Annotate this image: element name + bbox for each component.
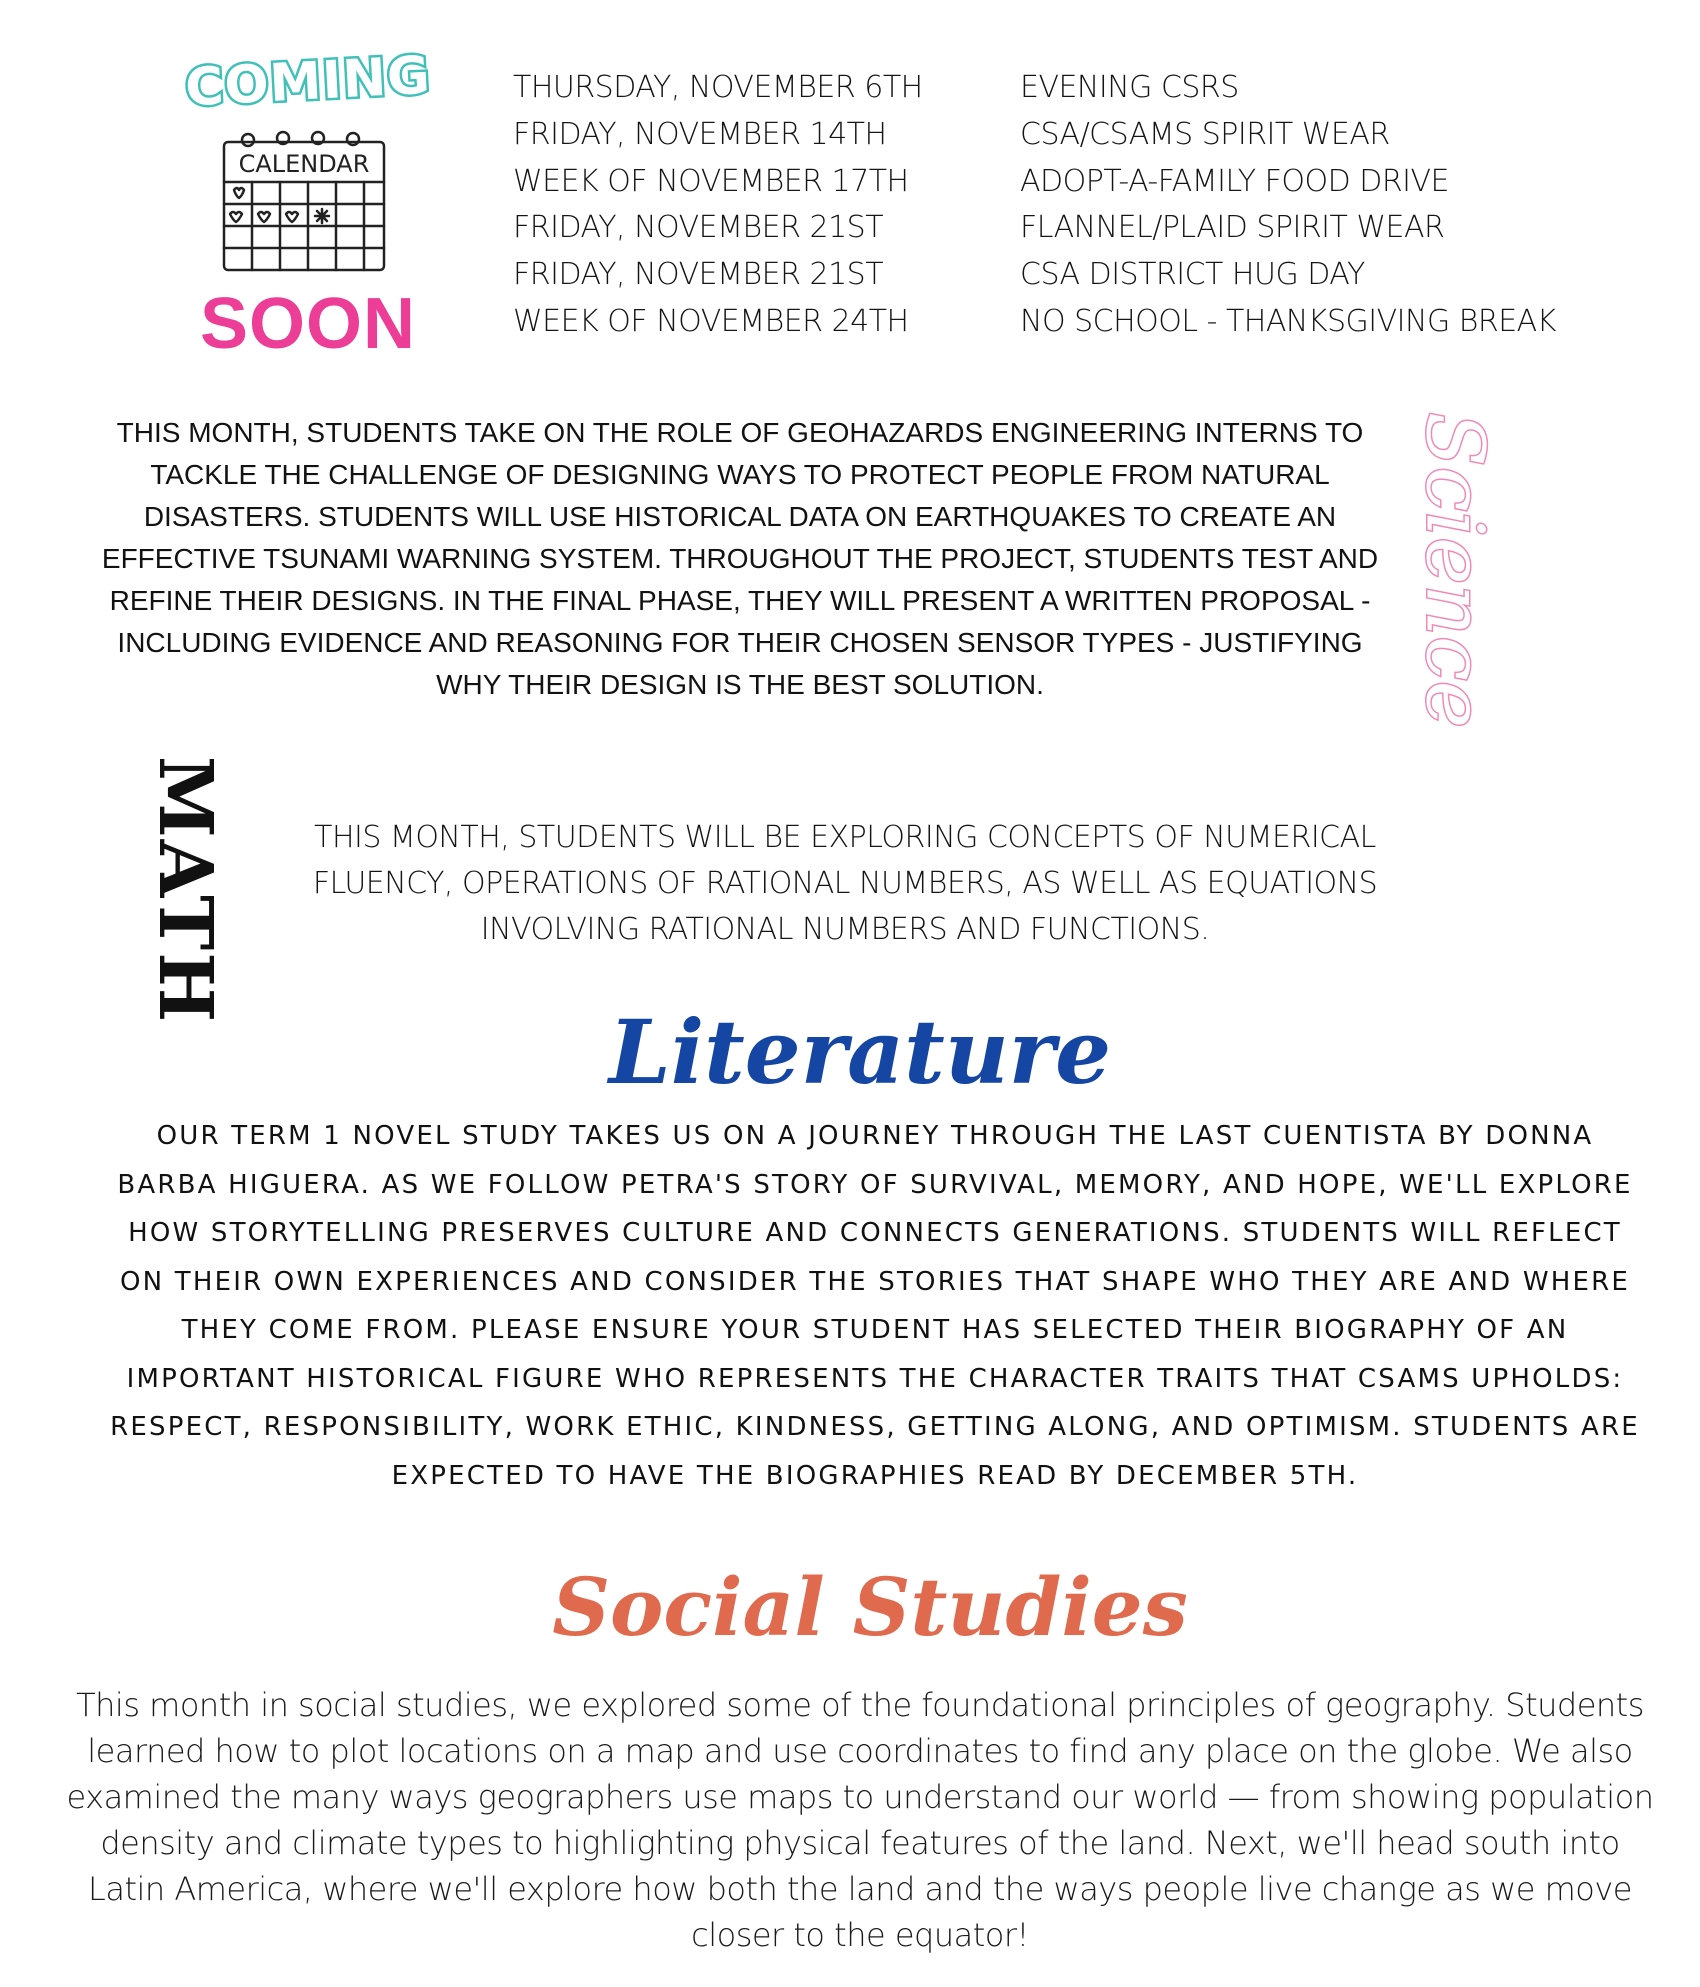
event-name: NO SCHOOL - THANKSGIVING BREAK <box>1020 304 1556 339</box>
event-name: CSA DISTRICT HUG DAY <box>1020 257 1365 292</box>
science-heading <box>1305 411 1605 730</box>
event-name: CSA/CSAMS SPIRIT WEAR <box>1020 117 1390 152</box>
event-date: WEEK OF NOVEMBER 17TH <box>513 164 909 199</box>
math-label-text: MATH <box>142 755 228 1025</box>
event-name: EVENING CSRS <box>1020 70 1239 105</box>
event-name: ADOPT-A-FAMILY FOOD DRIVE <box>1020 164 1449 199</box>
science-label-text: Science <box>1408 411 1502 729</box>
soon-heading: SOON <box>199 284 417 364</box>
social-studies-heading: Social Studies <box>552 1560 1188 1654</box>
math-paragraph: THIS MONTH, STUDENTS WILL BE EXPLORING CONCEPTS OF NUMERICAL FLUENCY, OPERATIONS OF RATIONAL NUMBERS, AS WELL AS EQUATIONS INVOLVING RATIONAL NUMBERS AND FUNCTIONS. <box>312 820 1378 947</box>
science-paragraph: THIS MONTH, STUDENTS TAKE ON THE ROLE OF GEOHAZARDS ENGINEERING INTERNS TO TACKLE THE CHALLENGE OF DESIGNING WAYS TO PROTECT PEOPLE FROM NATURAL DISASTERS. STUDENTS WILL USE HISTORICAL DATA ON EARTHQUAKES TO CREATE AN EFFECTIVE TSUNAMI WARNING SYSTEM. THROUGHOUT THE PROJECT, STUDENTS TEST AND REFINE THEIR DESIGNS. IN THE FINAL PHASE, THEY WILL PRESENT A WRITTEN PROPOSAL - INCLUDING EVIDENCE AND REASONING FOR THEIR CHOSEN SENSOR TYPES - JUSTIFYING WHY THEIR DESIGN IS THE BEST SOLUTION. <box>101 417 1379 700</box>
calendar-label: CALENDAR <box>238 150 370 178</box>
math-heading <box>120 755 250 1025</box>
event-name: FLANNEL/PLAID SPIRIT WEAR <box>1020 210 1445 245</box>
literature-paragraph: OUR TERM 1 NOVEL STUDY TAKES US ON A JOURNEY THROUGH THE LAST CUENTISTA BY DONNA BARBA HIGUERA. AS WE FOLLOW PETRA'S STORY OF SURVIVAL, MEMORY, AND HOPE, WE'LL EXPLORE HOW STORYTELLING PRESERVES CULTURE AND CONNECTS GENERATIONS. STUDENTS WILL REFLECT ON THEIR OWN EXPERIENCES AND CONSIDER THE STORIES THAT SHAPE WHO THEY ARE AND WHERE THEY COME FROM. PLEASE ENSURE YOUR STUDENT HAS SELECTED THEIR BIOGRAPHY OF AN IMPORTANT HISTORICAL FIGURE WHO REPRESENTS THE CHARACTER TRAITS THAT CSAMS UPHOLDS: RESPECT, RESPONSIBILITY, WORK ETHIC, KINDNESS, GETTING ALONG, AND OPTIMISM. STUDENTS ARE EXPECTED TO HAVE THE BIOGRAPHIES READ BY DECEMBER 5TH. <box>110 1121 1640 1491</box>
coming-heading: COMING <box>183 45 433 119</box>
calendar-icon <box>218 130 393 275</box>
event-date: WEEK OF NOVEMBER 24TH <box>513 304 909 339</box>
social-studies-paragraph: This month in social studies, we explored some of the foundational principles of geography. Students learned how to plot locations on a map and use coordinates to find any place on the globe. We also examined the many ways geographers use maps to understand our world — from showing population density and climate types to highlighting physical features of the land. Next, we'll head south into Latin America, where we'll explore how both the land and the ways people live change as we move closer to the equator! <box>66 1686 1654 1954</box>
literature-heading: Literature <box>608 1000 1112 1104</box>
event-date: FRIDAY, NOVEMBER 21ST <box>513 210 884 245</box>
event-date: FRIDAY, NOVEMBER 14TH <box>513 117 887 152</box>
event-date: THURSDAY, NOVEMBER 6TH <box>513 70 923 105</box>
event-date: FRIDAY, NOVEMBER 21ST <box>513 257 884 292</box>
